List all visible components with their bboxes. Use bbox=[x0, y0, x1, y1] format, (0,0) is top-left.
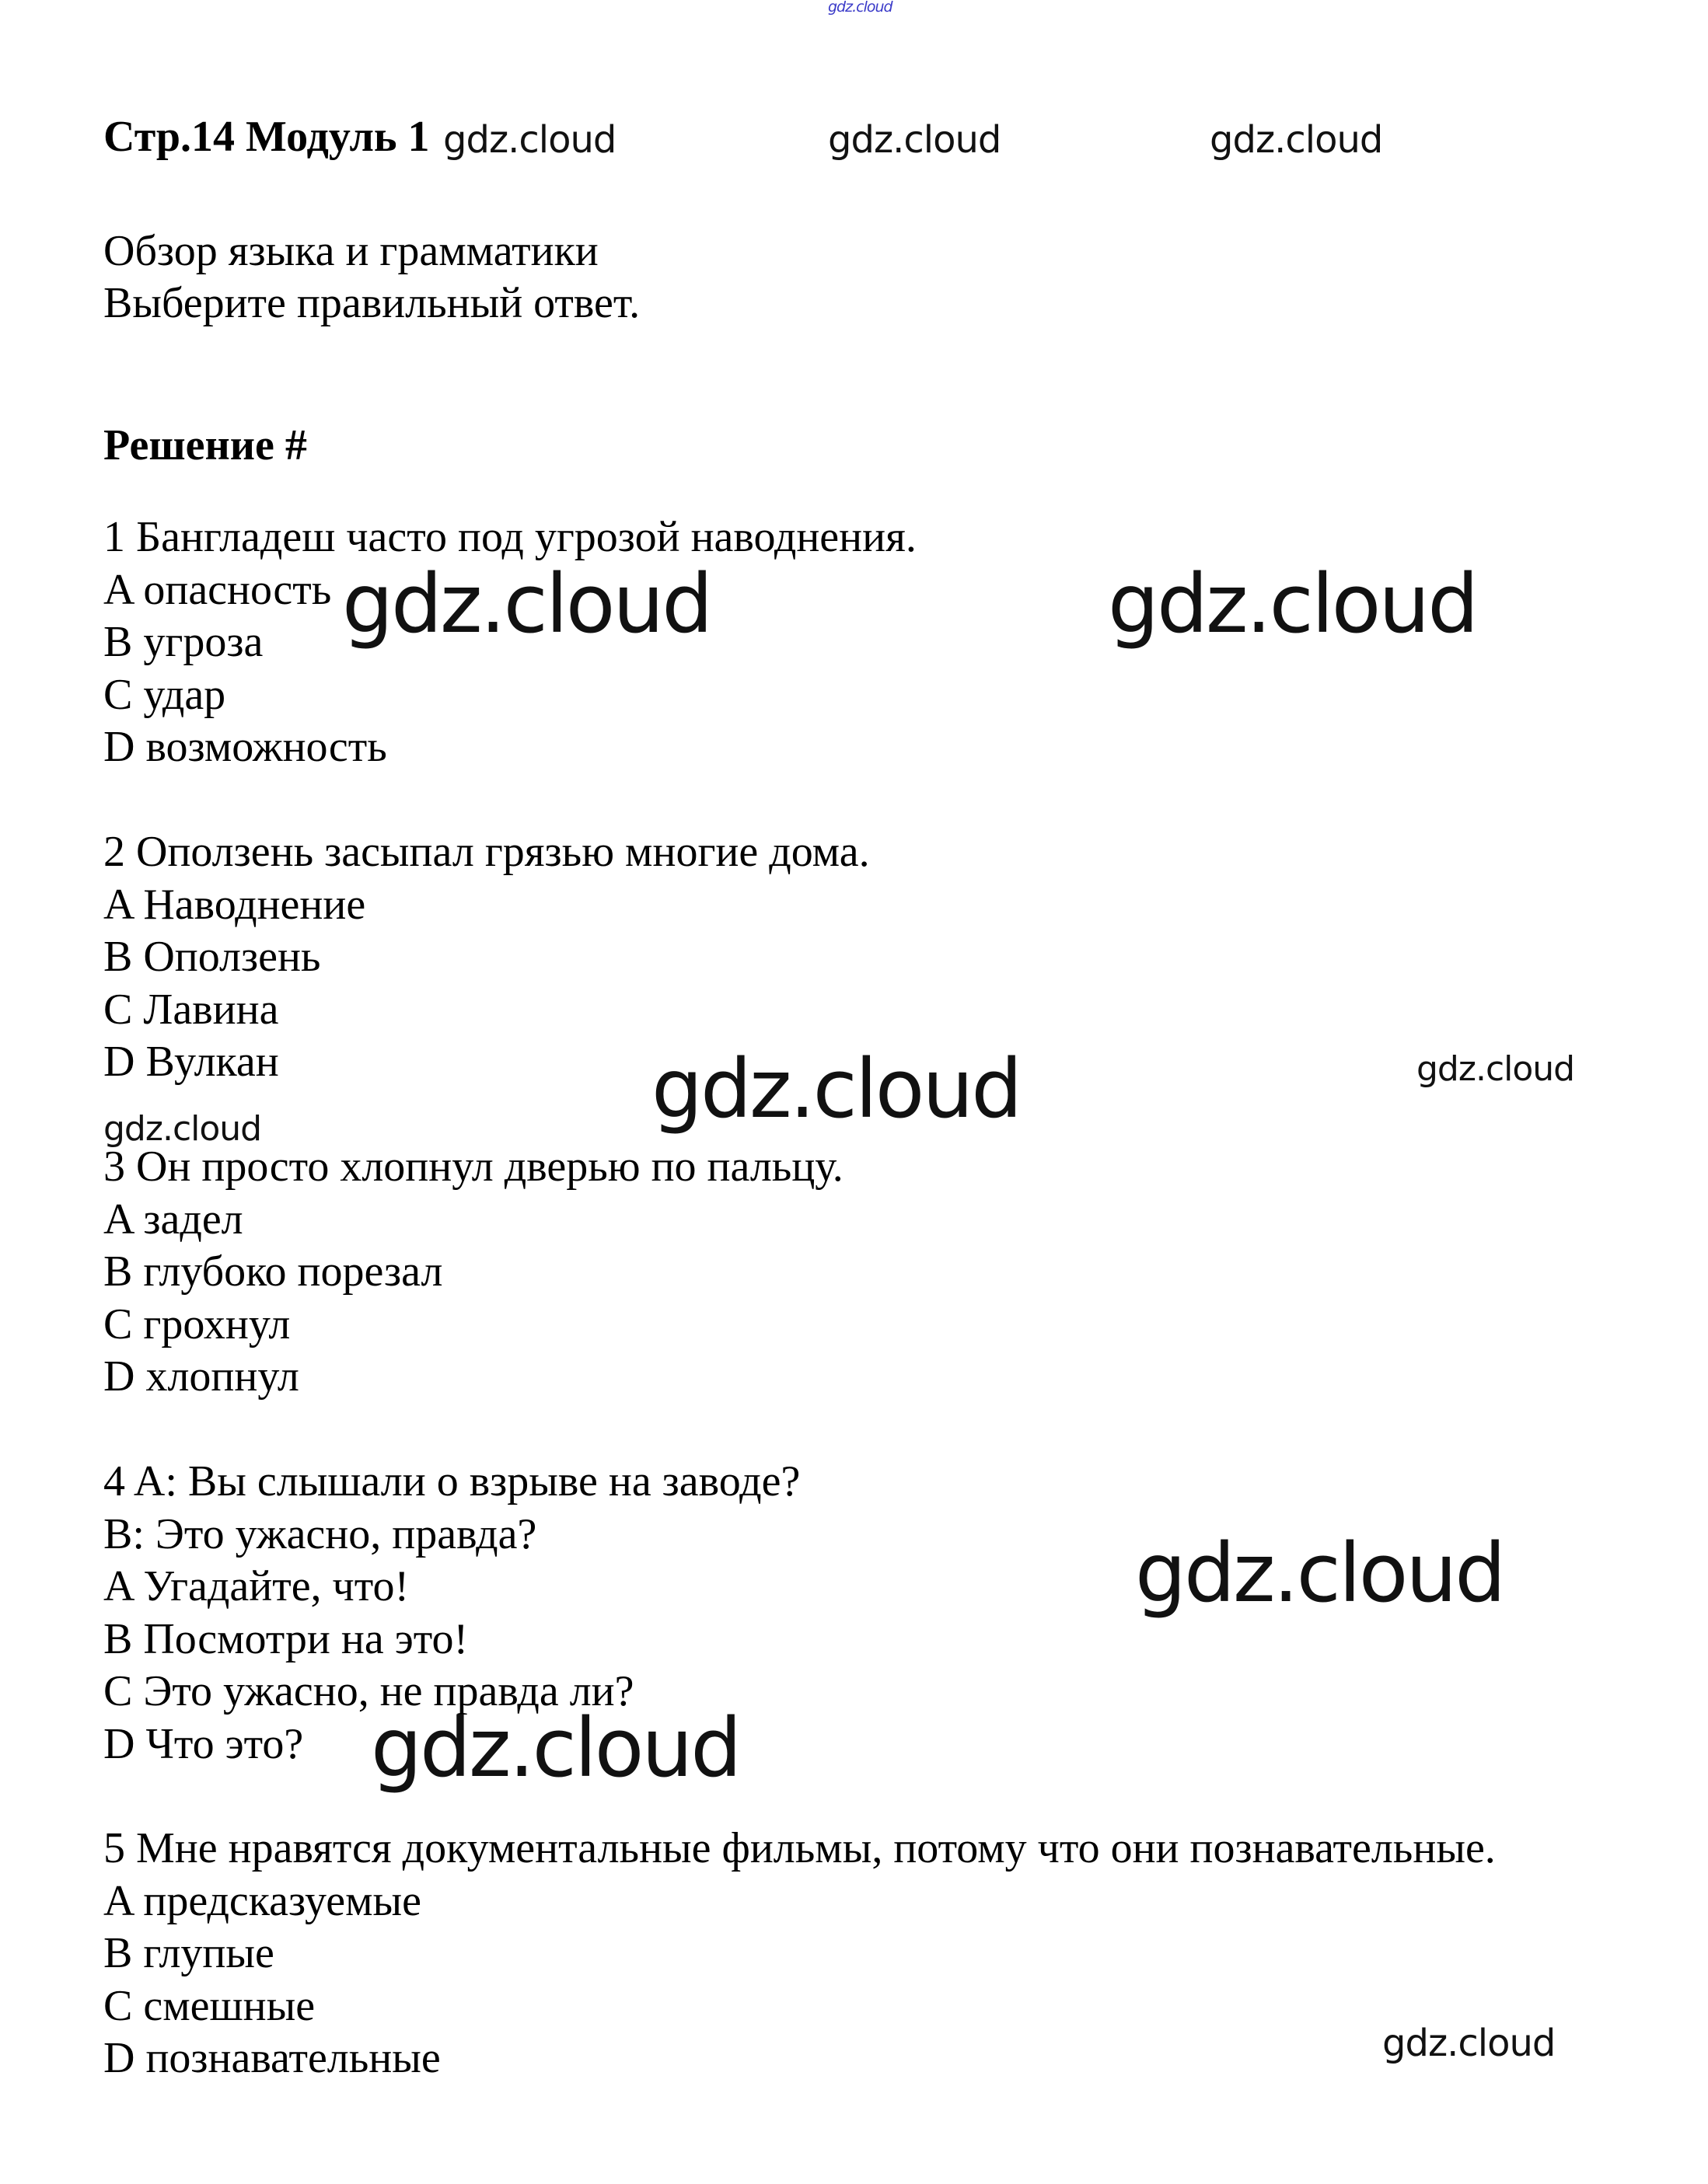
option: B глубоко порезал bbox=[103, 1247, 443, 1296]
option: B угроза bbox=[103, 618, 264, 666]
watermark: gdz.cloud bbox=[1108, 556, 1477, 651]
question-3 bbox=[103, 1141, 844, 1404]
question-text: 3 Он просто хлопнул дверью по пальцу. bbox=[103, 1143, 844, 1191]
option: A задел bbox=[103, 1195, 243, 1244]
watermark: gdz.cloud bbox=[1416, 1049, 1575, 1089]
watermark: gdz.cloud bbox=[103, 1109, 262, 1149]
watermark: gdz.cloud bbox=[1382, 2022, 1556, 2065]
watermark: gdz.cloud bbox=[371, 1701, 740, 1795]
page-header: Стр.14 Модуль 1 bbox=[103, 113, 430, 161]
watermark: gdz.cloud bbox=[342, 556, 711, 651]
option: C Лавина bbox=[103, 985, 279, 1034]
intro-line: Обзор языка и грамматики bbox=[103, 227, 599, 275]
watermark: gdz.cloud bbox=[1135, 1526, 1504, 1621]
question-text: B: Это ужасно, правда? bbox=[103, 1509, 537, 1558]
option: A опасность bbox=[103, 565, 332, 614]
option: B Посмотри на это! bbox=[103, 1614, 469, 1663]
option: B Оползень bbox=[103, 933, 321, 981]
watermark: gdz.cloud bbox=[443, 118, 616, 162]
watermark: gdz.cloud bbox=[828, 0, 892, 16]
option: D Что это? bbox=[103, 1719, 304, 1768]
watermark: gdz.cloud bbox=[1210, 118, 1383, 162]
solution-title: Решение # bbox=[103, 421, 307, 469]
option: C грохнул bbox=[103, 1300, 291, 1348]
option: A Угадайте, что! bbox=[103, 1562, 410, 1610]
question-text: 2 Оползень засыпал грязью многие дома. bbox=[103, 828, 870, 876]
option: A Наводнение bbox=[103, 880, 366, 929]
option: A предсказуемые bbox=[103, 1876, 421, 1925]
watermark: gdz.cloud bbox=[651, 1041, 1021, 1136]
option: C смешные bbox=[103, 1981, 316, 2030]
option: D возможность bbox=[103, 723, 387, 771]
intro-line: Выберите правильный ответ. bbox=[103, 279, 641, 327]
option: C удар bbox=[103, 670, 226, 719]
question-text: 1 Бангладеш часто под угрозой наводнения. bbox=[103, 513, 917, 561]
watermark: gdz.cloud bbox=[828, 118, 1001, 162]
question-text: 4 A: Вы слышали о взрыве на заводе? bbox=[103, 1457, 801, 1505]
question-text: 5 Мне нравятся документальные фильмы, потому что они познавательные. bbox=[103, 1824, 1496, 1872]
option: D познавательные bbox=[103, 2034, 441, 2082]
option: B глупые bbox=[103, 1929, 274, 1977]
option: D хлопнул bbox=[103, 1352, 299, 1401]
question-5 bbox=[103, 1823, 1496, 2085]
intro bbox=[103, 225, 640, 330]
option: C Это ужасно, не правда ли? bbox=[103, 1667, 634, 1715]
option: D Вулкан bbox=[103, 1038, 279, 1086]
